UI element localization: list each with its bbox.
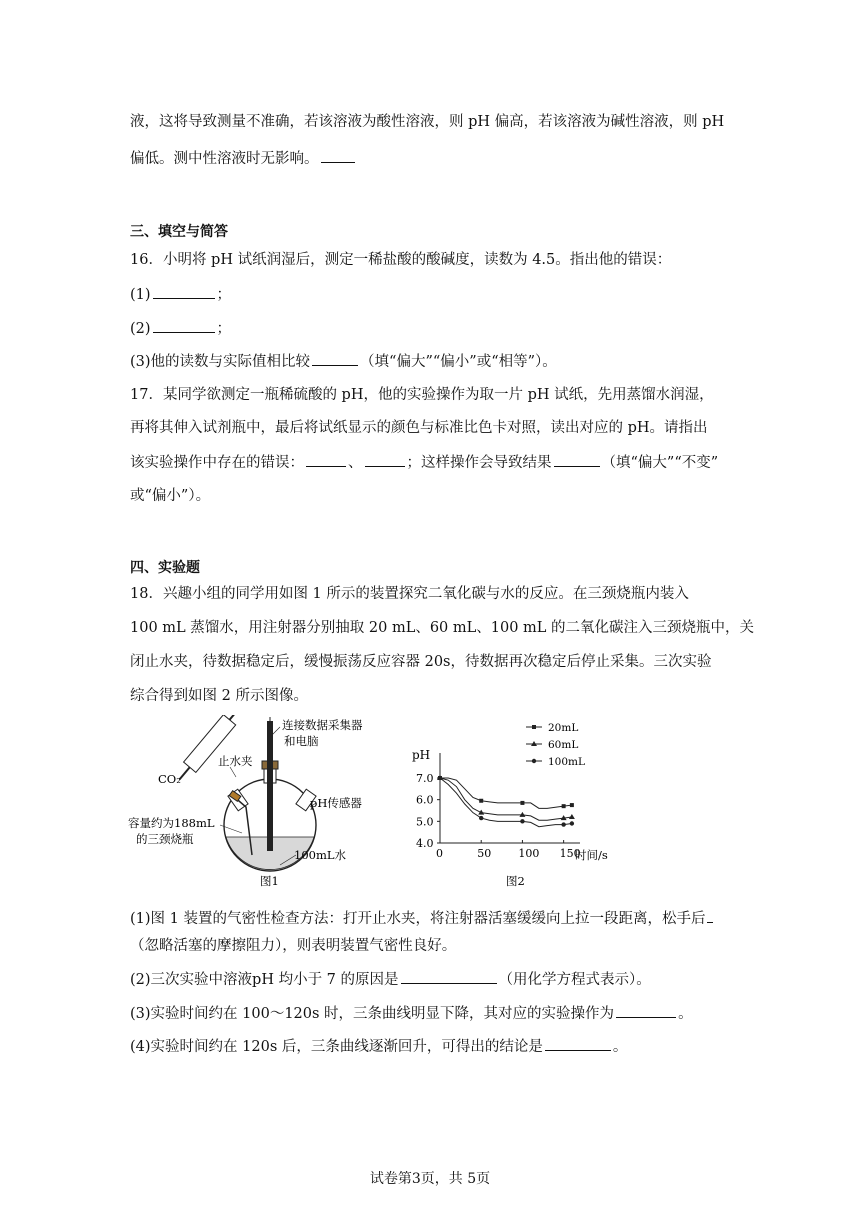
q17-text: ；这样操作会导致结果 bbox=[406, 455, 552, 471]
data-point bbox=[479, 816, 483, 820]
answer-blank[interactable] bbox=[401, 969, 497, 984]
sub-text: 。 bbox=[678, 1006, 693, 1022]
carryover-line-1: 液，这将导致测量不准确，若该溶液为酸性溶液，则 pH 偏高，若该溶液为碱性溶液，则 pH bbox=[130, 114, 725, 130]
data-point bbox=[519, 812, 525, 817]
question-18-sub-1-line-2: （忽略活塞的摩擦阻力），则表明装置气密性良好。 bbox=[130, 938, 457, 954]
x-tick-label: 0 bbox=[436, 847, 443, 860]
question-17-line-3 bbox=[130, 452, 718, 473]
legend-marker bbox=[532, 725, 536, 729]
section-title: 四、实验题 bbox=[130, 560, 200, 576]
data-point bbox=[570, 821, 574, 825]
question-18-sub-2 bbox=[130, 969, 651, 990]
label-co2: CO₂ bbox=[158, 772, 181, 786]
figure-2-caption: 图2 bbox=[506, 874, 525, 888]
x-tick-label: 50 bbox=[477, 847, 492, 860]
figure-1-caption: 图1 bbox=[260, 874, 279, 888]
y-tick-label: 7.0 bbox=[416, 772, 434, 785]
data-point bbox=[561, 822, 565, 826]
x-tick-label: 100 bbox=[518, 847, 540, 860]
sub-text: (1)图 1 装置的气密性检查方法：打开止水夹，将注射器活塞缓缓向上拉一段距离，松手后 bbox=[130, 911, 706, 927]
data-point bbox=[478, 810, 484, 815]
answer-blank[interactable] bbox=[312, 351, 358, 366]
data-point bbox=[562, 804, 566, 808]
data-point bbox=[479, 799, 483, 803]
question-16-part-2 bbox=[130, 318, 231, 339]
semicolon: ； bbox=[216, 287, 232, 303]
data-point bbox=[438, 776, 442, 780]
question-17-line-4: 或“偏小”）。 bbox=[130, 488, 211, 504]
answer-blank[interactable] bbox=[365, 452, 405, 467]
question-16-part-1 bbox=[130, 284, 231, 305]
label-capacity-line-2: 的三颈烧瓶 bbox=[136, 832, 194, 846]
label-water: 100mL水 bbox=[294, 848, 346, 862]
question-18-line-3: 闭止水夹，待数据稳定后，缓慢振荡反应容器 20s，待数据再次稳定后停止采集。三次实验 bbox=[130, 654, 712, 670]
semicolon: ； bbox=[216, 321, 232, 337]
question-16-part-3 bbox=[130, 351, 557, 372]
answer-blank[interactable] bbox=[545, 1036, 611, 1051]
x-axis-label: 时间/s bbox=[575, 848, 608, 862]
sub-text: (3)实验时间约在 100～120s 时，三条曲线明显下降，其对应的实验操作为 bbox=[130, 1006, 615, 1022]
data-point bbox=[520, 801, 524, 805]
answer-blank[interactable] bbox=[321, 148, 355, 163]
legend-label: 20mL bbox=[548, 722, 579, 734]
legend-marker bbox=[532, 759, 536, 763]
answer-blank[interactable] bbox=[554, 452, 600, 467]
q17-text: 、 bbox=[348, 455, 363, 471]
y-axis-label: pH bbox=[412, 748, 431, 762]
page-footer: 试卷第3页，共 5页 bbox=[369, 1171, 491, 1187]
sub-text: (2)三次实验中溶液pH 均小于 7 的原因是 bbox=[130, 972, 399, 988]
label-clamp: 止水夹 bbox=[218, 754, 253, 768]
part-text: (3)他的读数与实际值相比较 bbox=[130, 354, 311, 370]
part-label: (2) bbox=[130, 321, 151, 337]
legend-label: 100mL bbox=[548, 756, 585, 768]
q17-text: 该实验操作中存在的错误： bbox=[130, 455, 304, 471]
y-tick-label: 6.0 bbox=[416, 793, 434, 807]
y-tick-label: 4.0 bbox=[416, 837, 434, 850]
data-point bbox=[520, 819, 524, 823]
part-label: (1) bbox=[130, 287, 151, 303]
carryover-text: 偏低。测中性溶液时无影响。 bbox=[130, 151, 319, 167]
question-18-line-2: 100 mL 蒸馏水，用注射器分别抽取 20 mL、60 mL、100 mL 的二氧化碳注入三颈烧瓶中，关 bbox=[130, 620, 755, 636]
question-18-line-4: 综合得到如图 2 所示图像。 bbox=[130, 688, 308, 704]
figures bbox=[0, 715, 860, 895]
section-title: 三、填空与简答 bbox=[130, 224, 228, 240]
question-18-sub-3 bbox=[130, 1003, 693, 1024]
label-connect-line-1: 连接数据采集器 bbox=[282, 718, 363, 732]
question-18-sub-1-line-1 bbox=[130, 908, 715, 929]
series-line-20mL bbox=[440, 778, 572, 808]
question-18-sub-4 bbox=[130, 1036, 627, 1057]
answer-blank[interactable] bbox=[616, 1003, 676, 1018]
q17-text: （填“偏大”“不变” bbox=[601, 455, 719, 471]
sub-text: 。 bbox=[612, 1039, 628, 1055]
sub-text: （用化学方程式表示）。 bbox=[498, 972, 651, 988]
question-18-line-1: 18．兴趣小组的同学用如图 1 所示的装置探究二氧化碳与水的反应。在三颈烧瓶内装入 bbox=[130, 586, 689, 602]
legend-label: 60mL bbox=[548, 739, 579, 751]
question-16-stem: 16．小明将 pH 试纸润湿后，测定一稀盐酸的酸碱度，读数为 4.5。指出他的错误： bbox=[130, 252, 672, 268]
answer-blank[interactable] bbox=[306, 452, 346, 467]
data-point bbox=[569, 814, 575, 819]
figure-2-chart bbox=[408, 715, 648, 895]
label-connect-line-2: 和电脑 bbox=[284, 734, 319, 748]
part-text: （填“偏大”“偏小”或“相等”）。 bbox=[360, 354, 557, 370]
label-capacity-line-1: 容量约为188mL bbox=[128, 816, 215, 830]
carryover-line-2 bbox=[130, 148, 357, 169]
sub-text: (4)实验时间约在 120s 后，三条曲线逐渐回升，可得出的结论是 bbox=[130, 1039, 543, 1055]
data-point bbox=[570, 803, 574, 807]
x-tick-label: 150 bbox=[559, 847, 581, 860]
answer-blank[interactable] bbox=[153, 318, 215, 333]
label-sensor: pH传感器 bbox=[310, 796, 362, 810]
answer-blank[interactable] bbox=[153, 284, 215, 299]
answer-blank[interactable] bbox=[707, 908, 713, 923]
question-17-line-1: 17．某同学欲测定一瓶稀硫酸的 pH，他的实验操作为取一片 pH 试纸，先用蒸馏水润湿， bbox=[130, 387, 714, 403]
y-tick-label: 5.0 bbox=[416, 815, 434, 829]
question-17-line-2: 再将其伸入试剂瓶中，最后将试纸显示的颜色与标准比色卡对照，读出对应的 pH。请指出 bbox=[130, 420, 708, 436]
